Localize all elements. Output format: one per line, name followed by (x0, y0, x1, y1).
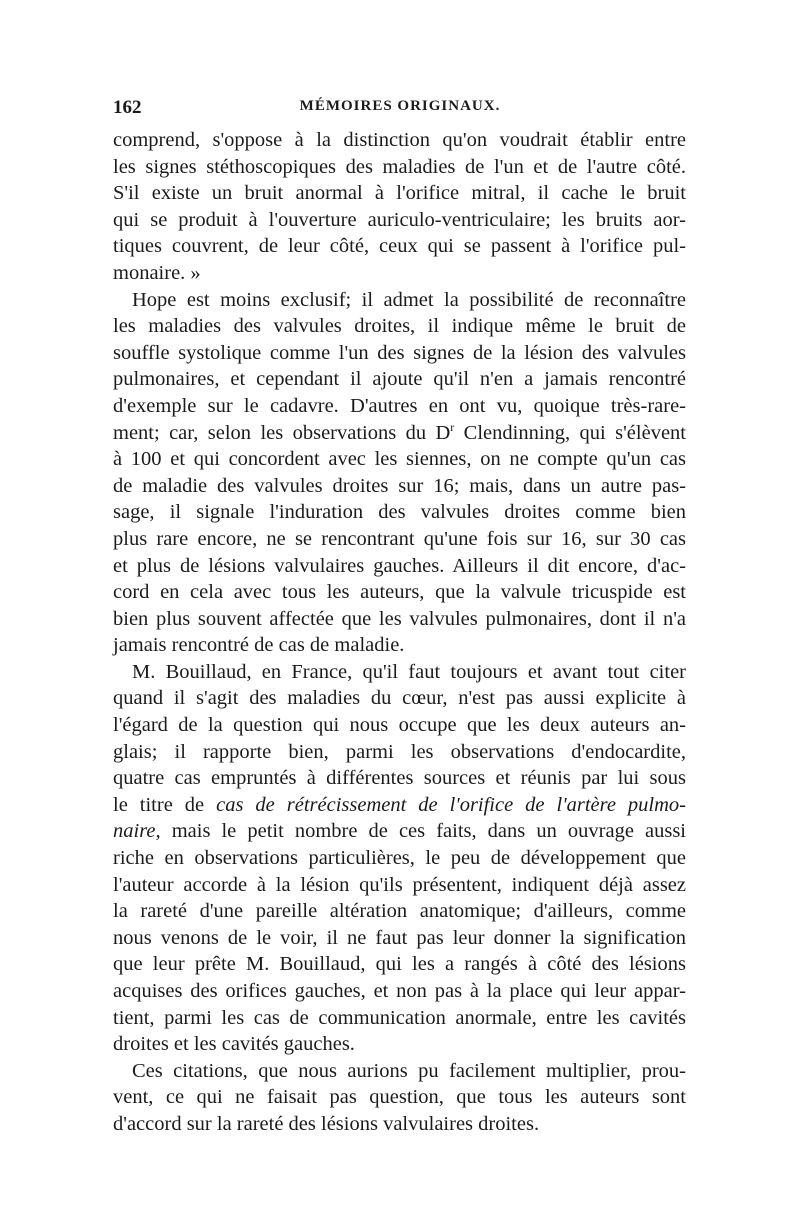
text-line: ment; car, selon les observations du $D^r$ Clendinning, qui s'élèvent (113, 419, 686, 444)
text-line: l'égard de la question qui nous occupe que les deux auteurs an- (113, 714, 686, 737)
text-line: souffle systolique comme l'un des signes de la lésion des valvules (113, 341, 686, 364)
text-line: M. Bouillaud, en France, qu'il faut toujours et avant tout citer (132, 660, 686, 683)
text-line: S'il existe un bruit anormal à l'orifice mitral, il cache le bruit (113, 182, 686, 205)
text-line: sage, il signale l'induration des valvules droites comme bien (113, 501, 686, 524)
text-line: la rareté d'une pareille altération anatomique; d'ailleurs, comme (113, 900, 686, 923)
paragraph (113, 1058, 686, 1138)
running-title: MÉMOIRES ORIGINAUX. (299, 98, 501, 114)
superscript: r (450, 419, 455, 434)
text-line: nous venons de le voir, il ne faut pas leur donner la signification (113, 926, 686, 949)
text-line: bien plus souvent affectée que les valvules pulmonaires, dont il n'a (113, 607, 686, 630)
text-line: riche en observations particulières, le peu de développement que (113, 847, 686, 870)
text-line: pulmonaires, et cependant il ajoute qu'il n'en a jamais rencontré (113, 368, 686, 391)
text-line: d'accord sur la rareté des lésions valvulaires droites. (113, 1112, 540, 1135)
text-line: cord en cela avec tous les auteurs, que la valvule tricuspide est (113, 581, 686, 604)
text-line: les maladies des valvules droites, il indique même le bruit de (113, 315, 686, 338)
text-line: acquises des orifices gauches, et non pas à la place qui leur appar- (113, 980, 686, 1002)
text-line: tiques couvrent, de leur côté, ceux qui se passent à l'orifice pul- (113, 235, 686, 258)
text-line: quand il s'agit des maladies du cœur, n'est pas aussi explicite à (113, 687, 686, 710)
body-text (113, 127, 686, 1138)
text-line: comprend, s'oppose à la distinction qu'on voudrait établir entre (113, 129, 686, 151)
page-header (113, 97, 687, 123)
text-line: monaire. » (113, 261, 201, 284)
text-line: et plus de lésions valvulaires gauches. Ailleurs il dit encore, d'ac- (113, 554, 686, 577)
italic-text: naire, (113, 820, 161, 843)
italic-text: cas de rétrécissement de l'orifice de l'artère pulmo- (216, 793, 686, 816)
text-line: glais; il rapporte bien, parmi les observations d'endocardite, (113, 740, 686, 763)
text-line: d'exemple sur le cadavre. D'autres en ont vu, quoique très-rare- (113, 394, 686, 417)
text-line: droites et les cavités gauches. (113, 1033, 355, 1056)
text-line: tient, parmi les cas de communication anormale, entre les cavités (113, 1006, 686, 1029)
paragraph (113, 127, 686, 287)
page-number: 162 (113, 97, 142, 118)
text-line: Ces citations, que nous aurions pu facilement multiplier, prou- (132, 1059, 686, 1082)
text-line: quatre cas empruntés à différentes sources et réunis par lui sous (113, 767, 686, 790)
text-line: de maladie des valvules droites sur 16; mais, dans un autre pas- (113, 474, 686, 497)
text-line: l'auteur accorde à la lésion qu'ils présentent, indiquent déjà assez (113, 873, 686, 896)
text-line: à 100 et qui concordent avec les siennes, on ne compte qu'un cas (113, 448, 686, 471)
text-line: vent, ce qui ne faisait pas question, que tous les auteurs sont (113, 1086, 686, 1109)
text-line: le titre de cas de rétrécissement de l'orifice de l'artère pulmo- (113, 793, 686, 816)
text-line: plus rare encore, ne se rencontrant qu'une fois sur 16, sur 30 cas (113, 527, 686, 550)
text-line: naire, mais le petit nombre de ces faits, dans un ouvrage aussi (113, 820, 686, 843)
text-line: que leur prête M. Bouillaud, qui les a rangés à côté des lésions (113, 953, 686, 976)
paragraph (113, 287, 686, 659)
text-line: qui se produit à l'ouverture auriculo-ventriculaire; les bruits aor- (113, 208, 686, 231)
text-line: les signes stéthoscopiques des maladies de l'un et de l'autre côté. (113, 155, 686, 178)
paragraph (113, 659, 686, 1058)
text-line: Hope est moins exclusif; il admet la possibilité de reconnaître (132, 288, 686, 311)
text-line: jamais rencontré de cas de maladie. (113, 634, 405, 657)
